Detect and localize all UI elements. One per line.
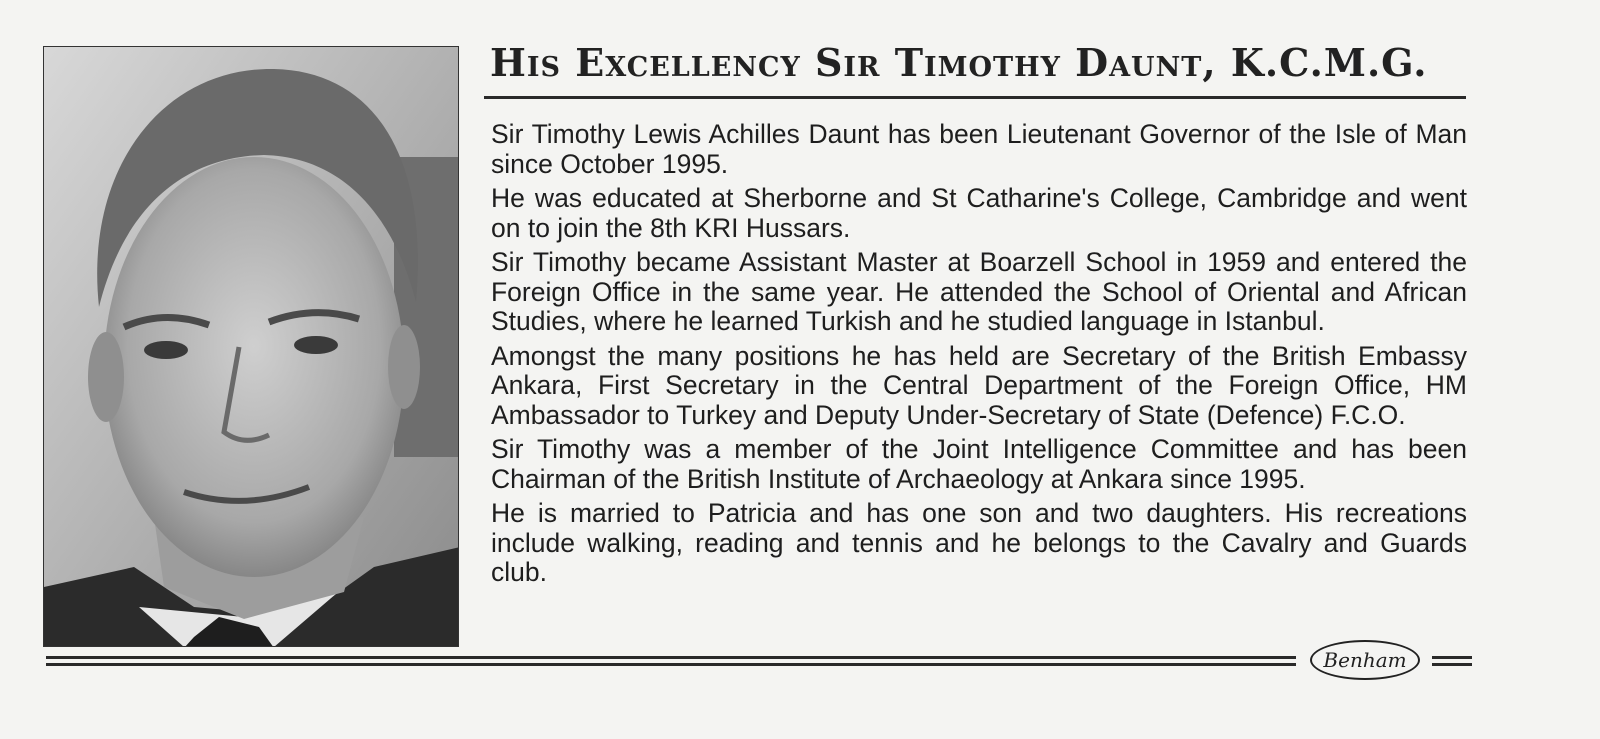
bio-paragraph: Sir Timothy Lewis Achilles Daunt has been Lieutenant Governor of the Isle of Man since October 1995. bbox=[491, 119, 1467, 179]
portrait-photo bbox=[43, 46, 459, 647]
biography bbox=[491, 120, 1467, 593]
title-divider bbox=[484, 96, 1466, 99]
portrait-illustration bbox=[44, 47, 459, 647]
bio-paragraph: Sir Timothy was a member of the Joint Intelligence Committee and has been Chairman of the British Institute of Archaeology at Ankara since 1995. bbox=[491, 434, 1467, 494]
bio-paragraph: Amongst the many positions he has held are Secretary of the British Embassy Ankara, First Secretary in the Central Department of the Foreign Office, HM Ambassador to Turkey and Deputy Under-Secretary of State (Defence) F.C.O. bbox=[491, 340, 1467, 430]
footer-divider-end bbox=[1432, 656, 1472, 666]
footer-divider bbox=[46, 656, 1296, 666]
bio-paragraph: He was educated at Sherborne and St Catharine's College, Cambridge and went on to join the 8th KRI Hussars. bbox=[491, 183, 1467, 243]
page-title: His Excellency Sir Timothy Daunt, K.C.M.G. bbox=[490, 40, 1428, 85]
bio-paragraph: Sir Timothy became Assistant Master at Boarzell School in 1959 and entered the Foreign Office in the same year. He attended the School of Oriental and African Studies, where he learned Turkish and he studied language in Istanbul. bbox=[491, 247, 1467, 336]
bio-paragraph: He is married to Patricia and has one son and two daughters. His recreations include walking, reading and tennis and he belongs to the Cavalry and Guards club. bbox=[491, 498, 1467, 587]
benham-logo: Benham bbox=[1310, 640, 1420, 680]
